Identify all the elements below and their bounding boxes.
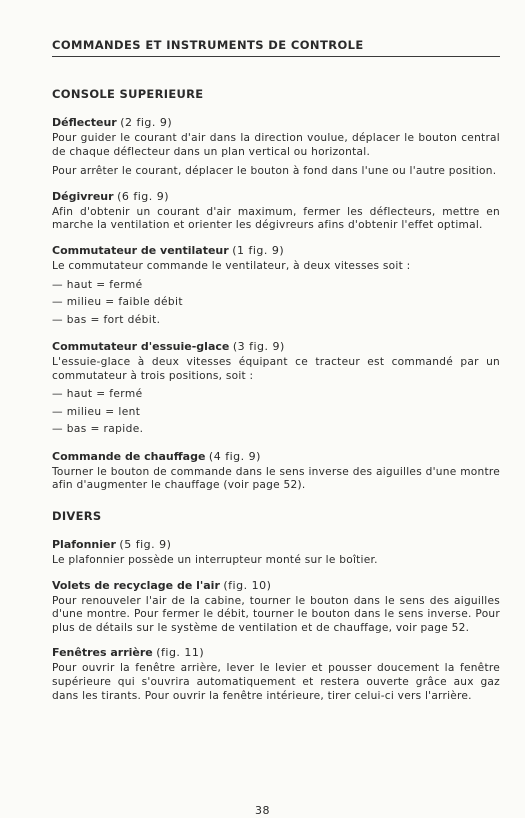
paragraph: Tourner le bouton de commande dans le sens inverse des aiguilles d'une montre afin d'augmenter le chauffage (voir page 52).	[52, 465, 500, 492]
entry-name: Commutateur d'essuie-glace	[52, 340, 230, 354]
entry-fenetres-arriere	[52, 645, 500, 703]
position-list	[52, 277, 500, 330]
list-item: — haut = fermé	[52, 278, 143, 291]
entry-name: Commutateur de ventilateur	[52, 243, 229, 257]
entry-deflecteur	[52, 115, 500, 179]
paragraph: Le commutateur commande le ventilateur, à deux vitesses soit :	[52, 259, 411, 272]
entry-volets-recyclage	[52, 578, 500, 636]
paragraph: Pour ouvrir la fenêtre arrière, lever le levier et pousser doucement la fenêtre supérieure qui s'ouvrira automatiquement et restera ouverte grâce aux gaz dans les tirants. Pour ouvrir la fenêtre intérieure, tirer celui-ci vers l'arrière.	[52, 662, 500, 702]
list-item: — haut = fermé	[52, 388, 143, 401]
entry-commande-chauffage	[52, 449, 500, 493]
figure-reference: (4 fig. 9)	[208, 449, 261, 463]
entry-heading	[52, 578, 500, 593]
entry-heading	[52, 115, 500, 130]
paragraph: L'essuie-glace à deux vitesses équipant ce tracteur est commandé par un commutateur à trois positions, soit :	[52, 356, 500, 382]
paragraph: Pour arrêter le courant, déplacer le bouton à fond dans l'une ou l'autre position.	[52, 165, 497, 178]
figure-reference: (fig. 11)	[156, 646, 205, 660]
entry-name: Plafonnier	[52, 537, 116, 551]
figure-reference: (3 fig. 9)	[232, 340, 285, 354]
entry-heading	[52, 189, 500, 204]
figure-reference: (6 fig. 9)	[117, 189, 170, 203]
entry-name: Déflecteur	[52, 116, 117, 129]
figure-reference: (fig. 10)	[223, 578, 272, 592]
section-title: DIVERS	[52, 508, 102, 523]
paragraph: Le plafonnier possède un interrupteur monté sur le boîtier.	[52, 553, 378, 566]
section-console-superieure	[52, 87, 500, 493]
entry-commutateur-ventilateur	[52, 243, 500, 329]
entry-name: Fenêtres arrière	[52, 646, 153, 660]
list-item: — milieu = faible débit	[52, 296, 183, 309]
entry-commutateur-essuie-glace	[52, 339, 500, 439]
section-title: CONSOLE SUPERIEURE	[52, 87, 204, 101]
paragraph: Pour renouveler l'air de la cabine, tourner le bouton dans le sens des aiguilles d'une montre. Pour fermer le débit, tourner le bouton dans le sens inverse. Pour plus de détails sur le système de ventilation et de chauffage, voir page 52.	[52, 594, 500, 634]
list-item: — bas = fort débit.	[52, 313, 161, 326]
entry-name: Dégivreur	[52, 189, 114, 203]
entry-plafonnier	[52, 537, 500, 568]
figure-reference: (2 fig. 9)	[120, 116, 173, 129]
list-item: — milieu = lent	[52, 405, 141, 418]
entry-heading	[52, 449, 500, 464]
entry-heading	[52, 537, 500, 552]
page-number: 38	[255, 804, 270, 817]
position-list	[52, 386, 500, 439]
paragraph: Afin d'obtenir un courant d'air maximum, fermer les déflecteurs, mettre en marche la ventilation et orienter les dégivreurs afins d'obtenir l'effet optimal.	[52, 205, 500, 232]
figure-reference: (5 fig. 9)	[119, 537, 172, 551]
section-divers	[52, 509, 500, 703]
entry-name: Commande de chauffage	[52, 449, 206, 463]
paragraph: Pour guider le courant d'air dans la direction voulue, déplacer le bouton central de chaque déflecteur dans un plan vertical ou horizontal.	[52, 132, 500, 158]
entry-name: Volets de recyclage de l'air	[52, 578, 220, 592]
entry-degivreur	[52, 189, 500, 233]
list-item: — bas = rapide.	[52, 423, 144, 436]
running-header: COMMANDES ET INSTRUMENTS DE CONTROLE	[52, 38, 500, 57]
manual-page	[52, 38, 500, 703]
figure-reference: (1 fig. 9)	[232, 243, 285, 257]
entry-heading	[52, 645, 500, 660]
entry-heading	[52, 243, 500, 258]
entry-heading	[52, 339, 500, 354]
